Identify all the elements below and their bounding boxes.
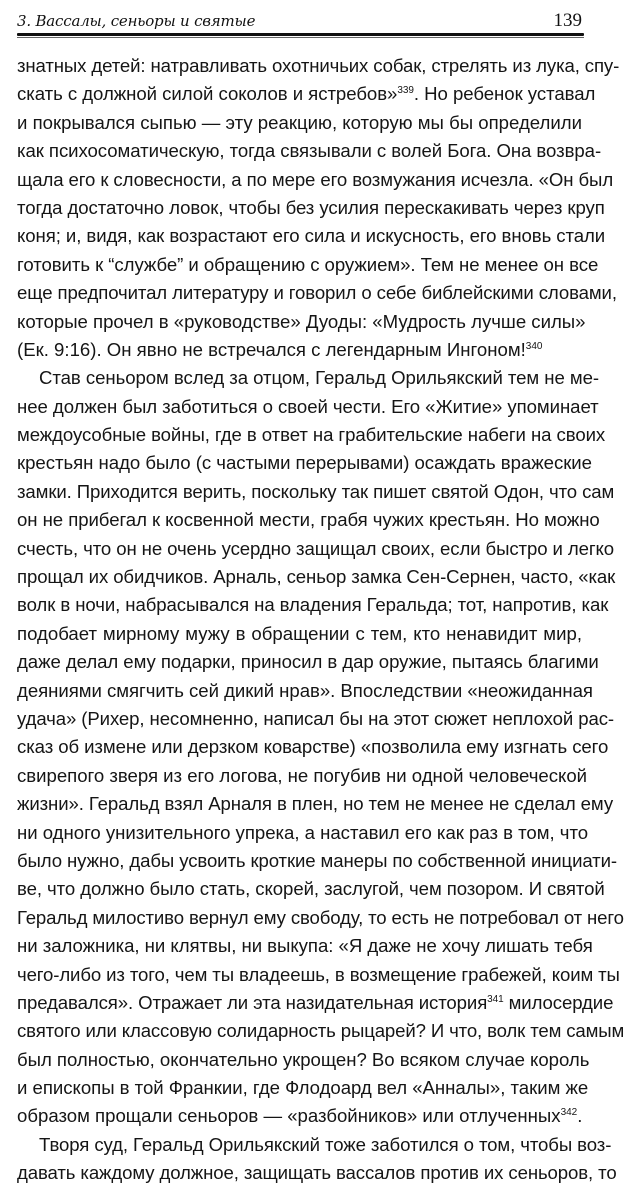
text-line-content: тогда достаточно ловок, чтобы без усилия перескакивать через круп xyxy=(17,196,605,218)
text-line-content: знатных детей: натравливать охотничьих собак, стрелять из лука, спу- xyxy=(17,55,620,76)
footnote-reference: 341 xyxy=(487,993,504,1005)
text-line-content: прощал их обидчиков. Арналь, сеньор замка Сен-Сернен, часто, «как xyxy=(17,566,616,588)
text-line-content: еще предпочитал литературу и говорил о себе библейскими словами, xyxy=(17,282,617,304)
text-line xyxy=(17,222,606,250)
text-line-content: Творя суд, Геральд Орильякский тоже заботился о том, чтобы воз- xyxy=(39,1133,612,1155)
text-line-content: он не прибегал к косвенной мести, грабя чужих крестьян. Но можно xyxy=(17,509,600,531)
text-line xyxy=(17,279,617,307)
text-line xyxy=(17,620,582,648)
text-line-content: деяниями смягчить сей дикий нрав». Впоследствии «неожиданная xyxy=(17,679,593,701)
text-line-content: ве, что должно было стать, скорей, заслугой, чем позором. И святой xyxy=(17,878,605,900)
text-line-content: и епископы в той Франкии, где Флодоард вел «Анналы», таким же xyxy=(17,1077,589,1099)
text-line-content: образом прощали сеньоров — «разбойников» или отлученных xyxy=(17,1105,561,1127)
text-line-content: скать с должной силой соколов и ястребов» xyxy=(17,83,398,105)
text-line xyxy=(17,109,582,137)
text-line-content: удача» (Рихер, несомненно, написал бы на этот сюжет неплохой рас- xyxy=(17,707,614,729)
text-line-tail: . xyxy=(577,1105,583,1127)
header-rule xyxy=(17,33,584,36)
text-line xyxy=(17,1159,617,1187)
text-line xyxy=(17,790,614,818)
text-line xyxy=(17,677,593,705)
text-line xyxy=(17,648,599,676)
text-line xyxy=(17,733,609,761)
text-line-content: (Ек. 9:16). Он явно не встречался с легендарным Ингоном! xyxy=(17,338,526,360)
text-line-content: ни заложника, ни клятвы, ни выкупа: «Я даже не хочу лишать тебя xyxy=(17,935,593,957)
text-line-content: Став сеньором вслед за отцом, Геральд Орильякский тем не ме- xyxy=(39,367,600,389)
text-line xyxy=(17,421,606,449)
text-line xyxy=(17,563,616,591)
text-line xyxy=(17,251,599,279)
text-line xyxy=(17,591,609,619)
text-line-content: нее должен был заботиться о своей чести. Его «Житие» упоминает xyxy=(17,395,599,417)
text-line xyxy=(17,1074,589,1102)
text-line xyxy=(17,336,582,364)
text-line xyxy=(17,506,600,534)
text-line-content: ни одного унизительного упрека, а наставил его как раз в том, что xyxy=(17,821,589,843)
text-line xyxy=(17,989,614,1017)
footnote-reference: 339 xyxy=(397,85,414,97)
text-line-content: волк в ночи, набрасывался на владения Геральда; тот, напротив, как xyxy=(17,594,609,616)
text-line xyxy=(17,52,620,80)
text-line xyxy=(17,449,592,477)
text-line xyxy=(17,1046,590,1074)
text-line xyxy=(17,308,586,336)
text-line-tail: милосердие xyxy=(503,991,614,1013)
footnote-reference: 342 xyxy=(560,1107,578,1119)
text-line xyxy=(17,364,600,392)
text-line-content: был полностью, окончательно укрощен? Во всяком случае король xyxy=(17,1048,590,1070)
text-line-content: свирепого зверя из его логова, не погубив ни одной человеческой xyxy=(17,764,588,786)
text-line xyxy=(17,705,614,733)
text-line-content: предавался». Отражает ли эта назидательная история xyxy=(17,991,488,1013)
text-line xyxy=(17,932,593,960)
text-line xyxy=(17,762,588,790)
text-line-content: междоусобные войны, где в ответ на грабительские набеги на своих xyxy=(17,424,606,446)
text-line xyxy=(17,80,596,108)
text-line-content: коня; и, видя, как возрастают его сила и искусность, его вновь стали xyxy=(17,225,606,247)
text-line xyxy=(17,875,605,903)
text-line xyxy=(17,904,624,932)
text-line xyxy=(17,1017,624,1045)
text-line-content: и покрывался сыпью — эту реакцию, которую мы бы определили xyxy=(17,111,582,133)
page-number: 139 xyxy=(553,10,582,31)
body-text xyxy=(17,52,624,1188)
text-line-content: счесть, что он не очень усердно защищал своих, если быстро и легко xyxy=(17,537,614,559)
text-line-content: как психосоматическую, тогда связывали с волей Бога. Она возвра- xyxy=(17,140,602,162)
chapter-running-title: 3. Вассалы, сеньоры и святые xyxy=(17,12,256,30)
text-line-content: щала его к словесности, а по мере его возмужания исчезла. «Он был xyxy=(17,168,614,190)
text-line-tail: . Но ребенок уставал xyxy=(413,83,596,105)
text-line-content: было нужно, дабы усвоить кроткие манеры по собственной инициати- xyxy=(17,849,617,871)
text-line xyxy=(17,535,614,563)
text-line xyxy=(17,1102,582,1130)
text-line-content: давать каждому должное, защищать вассалов против их сеньоров, то xyxy=(17,1162,617,1184)
text-line-content: Геральд милостиво вернул ему свободу, то есть не потребовал от него xyxy=(17,906,624,928)
text-line-content: святого или классовую солидарность рыцарей? И что, волк тем самым xyxy=(17,1020,624,1042)
footnote-reference: 340 xyxy=(525,340,543,352)
text-line xyxy=(17,393,599,421)
text-line xyxy=(17,166,614,194)
text-line-content: готовить к “службе” и обращению с оружием». Тем не менее он все xyxy=(17,253,599,275)
text-line-content: подобает мирному мужу в обращении с тем, кто ненавидит мир, xyxy=(17,622,582,644)
text-line xyxy=(17,961,620,989)
text-line-content: крестьян надо было (с частыми перерывами) осаждать вражеские xyxy=(17,452,592,474)
text-line-content: жизни». Геральд взял Арналя в плен, но тем не менее не сделал ему xyxy=(17,793,614,815)
text-line-content: замки. Приходится верить, поскольку так пишет святой Одон, что сам xyxy=(17,480,615,502)
text-line-content: которые прочел в «руководстве» Дуоды: «Мудрость лучше силы» xyxy=(17,310,586,332)
text-line xyxy=(17,478,615,506)
text-line xyxy=(17,819,589,847)
text-line-content: даже делал ему подарки, приносил в дар оружие, пытаясь благими xyxy=(17,651,599,673)
text-line-content: сказ об измене или дерзком коварстве) «позволила ему изгнать сего xyxy=(17,736,609,758)
text-line xyxy=(17,1131,612,1159)
running-header xyxy=(17,8,584,38)
text-line xyxy=(17,194,605,222)
text-line xyxy=(17,137,602,165)
text-line-content: чего-либо из того, чем ты владеешь, в возмещение грабежей, коим ты xyxy=(17,963,620,985)
text-line xyxy=(17,847,617,875)
header-rule-thin xyxy=(17,37,584,38)
